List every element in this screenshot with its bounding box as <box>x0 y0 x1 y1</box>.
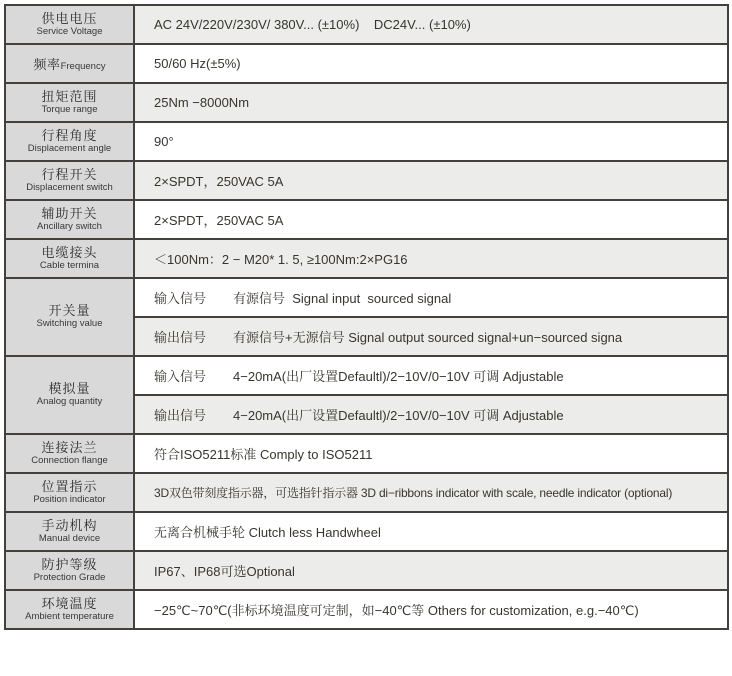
value-text: 2×SPDT，250VAC 5A <box>154 174 284 189</box>
row-value-protection-grade <box>134 551 728 590</box>
table-row-cable-terminal <box>5 239 728 278</box>
specification-table <box>4 4 729 630</box>
row-label-en: Service Voltage <box>36 25 103 37</box>
row-label-zh: 连接法兰 <box>41 439 98 455</box>
table-row-ancillary-switch <box>5 200 728 239</box>
table-row-displacement-angle <box>5 122 728 161</box>
row-value-position-indicator <box>134 473 728 512</box>
row-label-en: Ambient temperature <box>25 610 114 622</box>
signal-direction-label: 输入信号 <box>154 369 207 384</box>
row-value-analog-output <box>134 395 728 434</box>
table-row-manual-device <box>5 512 728 551</box>
row-label-en: Switching value <box>36 318 103 330</box>
row-label-analog-quantity <box>5 356 134 434</box>
signal-direction-label: 输入信号 <box>154 291 207 306</box>
row-label-switching-value <box>5 278 134 356</box>
row-label-protection-grade <box>5 551 134 590</box>
row-label-ambient-temperature <box>5 590 134 629</box>
row-label-zh: 行程开关 <box>41 166 98 182</box>
row-value-torque-range <box>134 83 728 122</box>
value-text: 4−20mA(出厂设置Defaultl)/2−10V/0−10V 可调 Adjustable <box>233 408 564 423</box>
row-label-en: Connection flange <box>31 454 108 466</box>
value-text: 3D双色带刻度指示器，可选指针指示器 3D di−ribbons indicator with scale, needle indicator (optional) <box>154 486 673 500</box>
row-label-en: Displacement angle <box>27 142 112 154</box>
value-text: 符合ISO5211标准 Comply to ISO5211 <box>154 447 373 462</box>
row-value-displacement-switch <box>134 161 728 200</box>
row-label-zh: 位置指示 <box>41 478 98 494</box>
row-label-connection-flange <box>5 434 134 473</box>
table-row-torque-range <box>5 83 728 122</box>
row-value-analog-input <box>134 356 728 395</box>
signal-direction-label: 输出信号 <box>154 408 207 423</box>
value-text: 有源信号 Signal input sourced signal <box>233 291 452 306</box>
row-value-connection-flange <box>134 434 728 473</box>
table-row-protection-grade <box>5 551 728 590</box>
row-label-zh: 扭矩范围 <box>41 88 98 104</box>
row-label-ancillary-switch <box>5 200 134 239</box>
table-row-service-voltage <box>5 5 728 44</box>
row-label-zh: 模拟量 <box>48 381 91 397</box>
table-row-switching-value-input <box>5 278 728 317</box>
value-text: −25℃~70℃(非标环境温度可定制，如−40℃等 Others for customization, e.g.−40℃) <box>154 603 639 618</box>
row-label-en: Protection Grade <box>33 571 106 583</box>
row-label-en: Analog quantity <box>36 396 103 408</box>
row-label-en: Ancillary switch <box>37 220 102 232</box>
value-text: ＜100Nm：2 − M20* 1. 5, ≥100Nm:2×PG16 <box>154 252 408 267</box>
table-row-frequency <box>5 44 728 83</box>
row-value-switching-input <box>134 278 728 317</box>
row-label-en: Frequency <box>60 60 106 72</box>
row-label-displacement-angle <box>5 122 134 161</box>
row-label-zh: 开关量 <box>48 303 91 319</box>
value-text: IP67、IP68可选Optional <box>154 564 295 579</box>
row-label-en: Manual device <box>38 532 101 544</box>
table-row-position-indicator <box>5 473 728 512</box>
row-label-en: Displacement switch <box>26 181 113 193</box>
row-label-zh: 防护等级 <box>41 556 98 572</box>
row-value-ambient-temperature <box>134 590 728 629</box>
signal-direction-label: 输出信号 <box>154 330 207 345</box>
table-row-analog-quantity-input <box>5 356 728 395</box>
value-text: 90° <box>154 134 174 149</box>
row-value-displacement-angle <box>134 122 728 161</box>
row-label-zh: 环境温度 <box>41 595 98 611</box>
row-label-zh: 频率 <box>33 56 61 72</box>
row-value-switching-output <box>134 317 728 356</box>
specification-table-container <box>4 4 729 675</box>
row-label-manual-device <box>5 512 134 551</box>
row-label-zh: 供电电压 <box>41 10 98 26</box>
value-text: 有源信号+无源信号 Signal output sourced signal+un−sourced signa <box>233 330 623 345</box>
row-label-position-indicator <box>5 473 134 512</box>
row-label-zh: 辅助开关 <box>41 205 98 221</box>
row-value-cable-terminal <box>134 239 728 278</box>
row-value-service-voltage <box>134 5 728 44</box>
value-text: 50/60 Hz(±5%) <box>154 56 241 71</box>
row-label-zh: 电缆接头 <box>41 244 98 260</box>
row-label-zh: 行程角度 <box>41 127 98 143</box>
row-label-cable-terminal <box>5 239 134 278</box>
row-label-frequency <box>5 44 134 83</box>
row-value-ancillary-switch <box>134 200 728 239</box>
row-label-en: Cable termina <box>39 259 100 271</box>
row-label-service-voltage <box>5 5 134 44</box>
value-text: 无离合机械手轮 Clutch less Handwheel <box>154 525 381 540</box>
value-text: 2×SPDT，250VAC 5A <box>154 213 284 228</box>
row-label-en: Torque range <box>41 103 98 115</box>
row-label-zh: 手动机构 <box>41 517 98 533</box>
row-label-en: Position indicator <box>33 493 106 505</box>
row-label-torque-range <box>5 83 134 122</box>
table-row-displacement-switch <box>5 161 728 200</box>
row-value-manual-device <box>134 512 728 551</box>
row-label-displacement-switch <box>5 161 134 200</box>
value-text: 4−20mA(出厂设置Defaultl)/2−10V/0−10V 可调 Adjustable <box>233 369 564 384</box>
row-value-frequency <box>134 44 728 83</box>
table-row-ambient-temperature <box>5 590 728 629</box>
value-text: AC 24V/220V/230V/ 380V... (±10%) DC24V... (±10%) <box>154 17 471 32</box>
value-text: 25Nm −8000Nm <box>154 95 250 110</box>
table-row-connection-flange <box>5 434 728 473</box>
